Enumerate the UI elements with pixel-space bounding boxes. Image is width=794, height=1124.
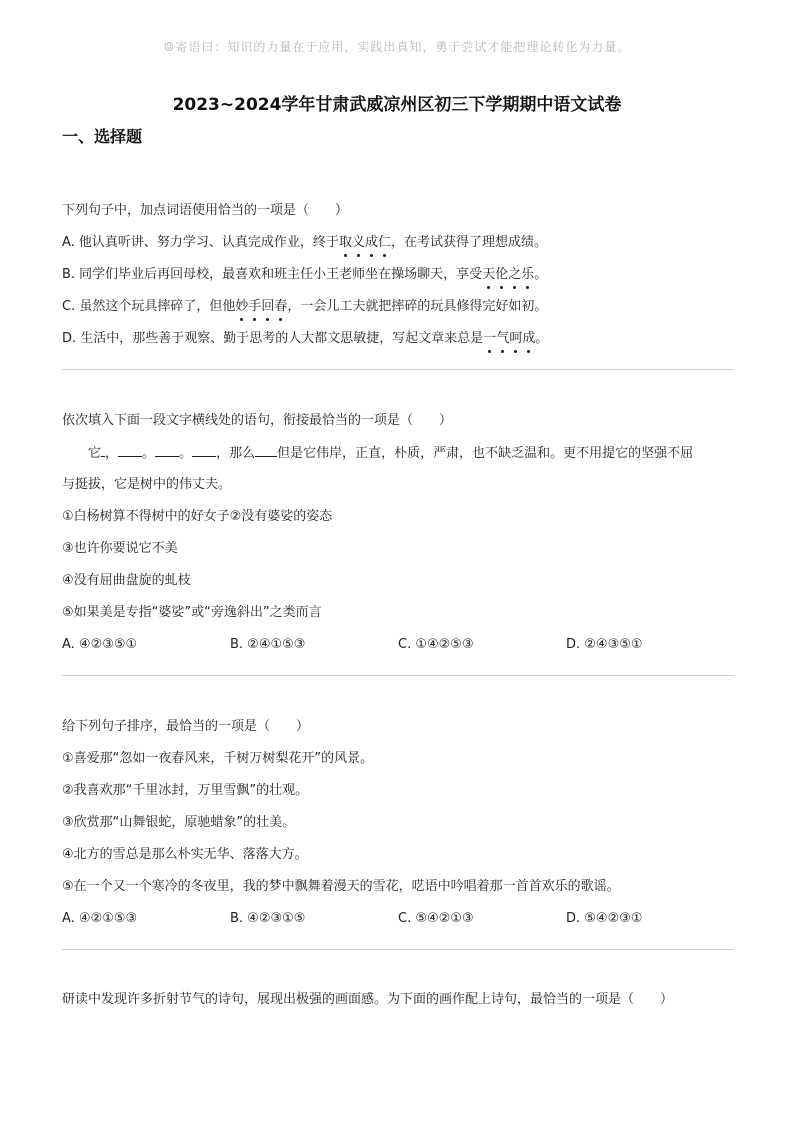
q2-passage-sep1: 。 xyxy=(142,446,156,461)
q2-stem: 依次填入下面一段文字横线处的语句，衔接最恰当的一项是（ ） xyxy=(62,413,453,428)
q2-passage-mid: ，那么 xyxy=(216,446,256,461)
q2-passage-line2: 与挺拔，它是树中的伟丈夫。 xyxy=(62,477,232,492)
q3-item-3: ③欣赏那“山舞银蛇，原驰蜡象”的壮美。 xyxy=(62,815,296,830)
emphasis-char: 成 xyxy=(364,235,378,250)
header-motto: ☺寄语曰：知识的力量在于应用，实践出真知，勇于尝试才能把理论转化为力量。 xyxy=(163,40,631,54)
emphasis-char: 春 xyxy=(274,299,288,314)
q2-choice-c[interactable]: C. ①④②⑤③ xyxy=(398,637,474,652)
emphasis-char: 呵 xyxy=(509,331,523,346)
emphasis-char: 天 xyxy=(482,267,496,282)
q4-stem: 研读中发现许多折射节气的诗句，展现出极强的画面感。为下面的画作配上诗句，最恰当的一项是（ ） xyxy=(62,992,674,1007)
divider xyxy=(62,949,734,950)
emphasis-char: 伦 xyxy=(495,267,509,282)
q3-choice-c[interactable]: C. ⑤④②①③ xyxy=(398,911,474,926)
q1-option-c-pre: C. 虽然这个玩具摔碎了，但他 xyxy=(62,299,236,314)
q1-option-d[interactable] xyxy=(62,330,734,348)
section-heading: 一、选择题 xyxy=(62,127,143,146)
q2-item-3: ④没有屈曲盘旋的虬枝 xyxy=(62,573,191,588)
q1-option-b-pre: B. 同学们毕业后再回母校，最喜欢和班主任小王老师坐在操场聊天，享受 xyxy=(62,267,483,282)
emphasis-char: 取 xyxy=(338,235,352,250)
q3-choice-a[interactable]: A. ④②①⑤③ xyxy=(62,911,138,926)
q3-item-2: ②我喜欢那“千里冰封，万里雪飘”的壮观。 xyxy=(62,783,309,798)
q3-item-5: ⑤在一个又一个寒冷的冬夜里，我的梦中飘舞着漫天的雪花，呓语中吟唱着那一首首欢乐的歌谣。 xyxy=(62,879,620,894)
divider xyxy=(62,369,734,370)
emphasis-char: 一 xyxy=(483,331,497,346)
blank-3 xyxy=(155,444,179,457)
q1-option-a-pre: A. 他认真听讲、努力学习、认真完成作业，终于 xyxy=(62,235,339,250)
q1-option-c[interactable] xyxy=(62,298,734,316)
q1-option-c-dotted xyxy=(235,299,287,314)
blank-5 xyxy=(255,444,277,457)
q1-option-a-dotted xyxy=(339,235,391,250)
q3-choices xyxy=(62,910,734,928)
q2-choices xyxy=(62,636,734,654)
q2-passage-line1: 它 ， 。 。 ，那么 但是它伟岸，正直，朴质，严肃，也不缺乏温和。更不用提它的坚强不屈 xyxy=(88,446,694,461)
q1-option-d-dotted xyxy=(483,331,535,346)
q2-choice-d[interactable]: D. ②④③⑤① xyxy=(566,637,643,652)
divider xyxy=(62,675,734,676)
q2-passage-start: 它 xyxy=(88,446,102,461)
blank-4 xyxy=(192,444,216,457)
emphasis-char: 义 xyxy=(351,235,365,250)
page-title: 2023~2024学年甘肃武威凉州区初三下学期期中语文试卷 xyxy=(172,95,622,115)
q1-option-b-post: 。 xyxy=(534,267,548,282)
q1-option-b[interactable] xyxy=(62,266,734,284)
emphasis-char: 乐 xyxy=(521,267,535,282)
q3-choice-b[interactable]: B. ④②③①⑤ xyxy=(230,911,306,926)
q3-choice-d[interactable]: D. ⑤④②③① xyxy=(566,911,643,926)
blank-1 xyxy=(101,444,105,457)
q1-option-a-post: ，在考试获得了理想成绩。 xyxy=(391,235,548,250)
emphasis-char: 手 xyxy=(248,299,262,314)
q1-option-c-post: ，一会儿工夫就把摔碎的玩具修得完好如初。 xyxy=(287,299,548,314)
q2-choice-a[interactable]: A. ④②③⑤① xyxy=(62,637,138,652)
q1-option-b-dotted xyxy=(482,267,534,282)
blank-2 xyxy=(118,444,142,457)
q2-item-1: ①白杨树算不得树中的好女子②没有婆娑的姿态 xyxy=(62,509,333,524)
emphasis-char: 仁 xyxy=(377,235,391,250)
q1-option-a[interactable] xyxy=(62,234,734,252)
q3-item-4: ④北方的雪总是那么朴实无华、落落大方。 xyxy=(62,847,308,862)
q1-option-d-post: 。 xyxy=(535,331,549,346)
emphasis-char: 之 xyxy=(508,267,522,282)
q3-stem: 给下列句子排序，最恰当的一项是（ ） xyxy=(62,719,310,734)
q2-item-4: ⑤如果美是专指“婆娑”或“旁逸斜出”之类而言 xyxy=(62,605,322,620)
q2-item-2: ③也许你要说它不美 xyxy=(62,541,178,556)
q2-passage-sep2: 。 xyxy=(179,446,193,461)
q1-option-d-pre: D. 生活中，那些善于观察、勤于思考的人大都文思敏捷，写起文章来总是 xyxy=(62,331,484,346)
emphasis-char: 成 xyxy=(522,331,536,346)
emphasis-char: 妙 xyxy=(235,299,249,314)
q3-item-1: ①喜爱那“忽如一夜春风来，千树万树梨花开”的风景。 xyxy=(62,751,374,766)
q2-choice-b[interactable]: B. ②④①⑤③ xyxy=(230,637,306,652)
q2-passage-end: 但是它伟岸，正直，朴质，严肃，也不缺乏温和。更不用提它的坚强不屈 xyxy=(277,446,694,461)
emphasis-char: 气 xyxy=(496,331,510,346)
q1-stem: 下列句子中，加点词语使用恰当的一项是（ ） xyxy=(62,203,349,218)
emphasis-char: 回 xyxy=(261,299,275,314)
